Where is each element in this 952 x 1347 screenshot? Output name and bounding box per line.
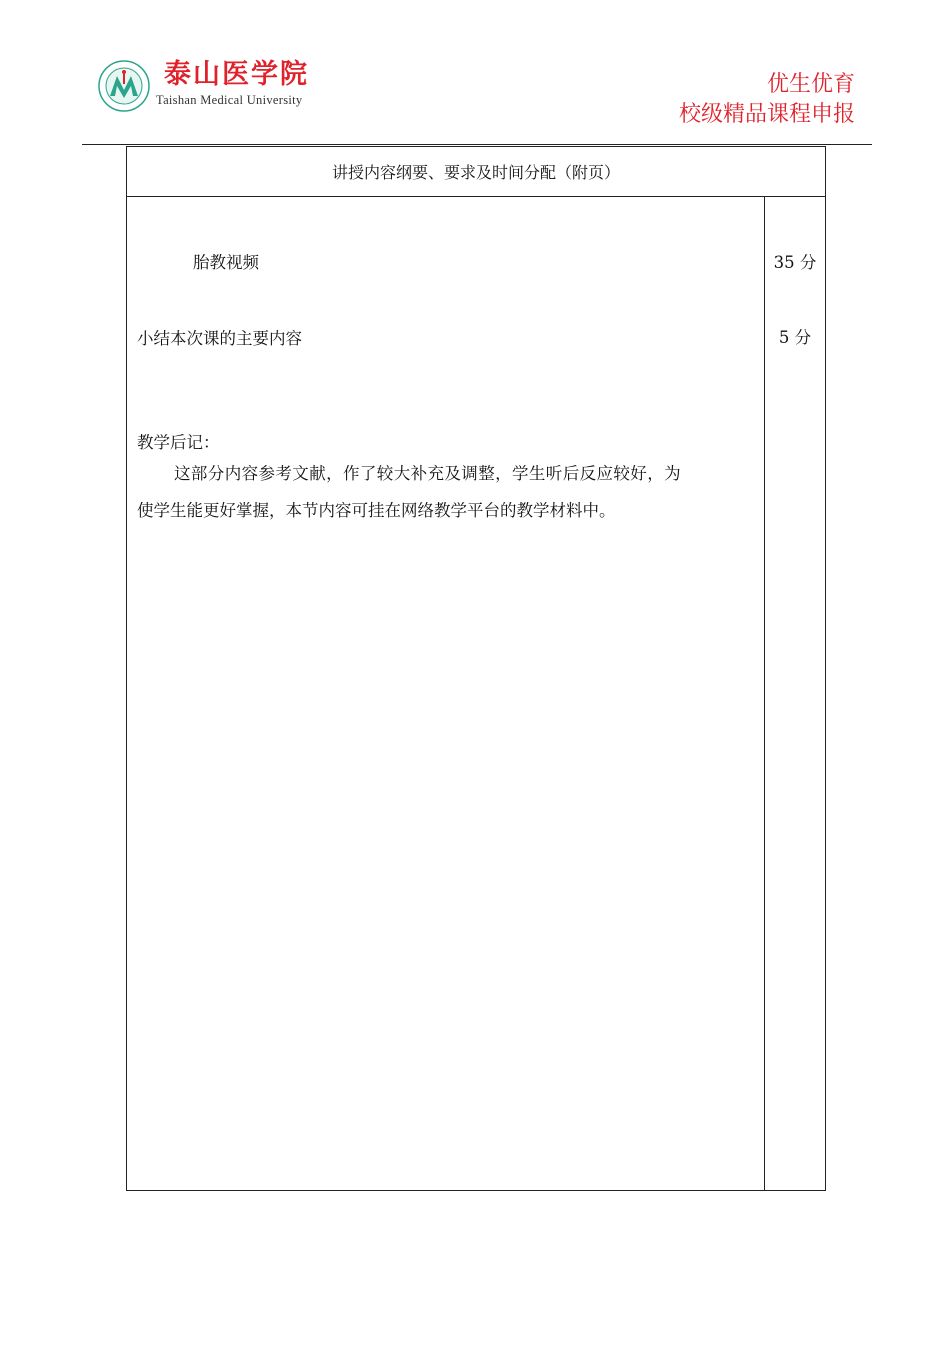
application-title: 校级精品课程申报 bbox=[678, 102, 855, 127]
content-column bbox=[137, 197, 757, 1187]
row-time-5: 5 分 bbox=[778, 328, 812, 347]
row-content-summary: 小结本次课的主要内容 bbox=[137, 329, 302, 348]
postscript-label: 教学后记： bbox=[137, 433, 220, 452]
postscript-text-line-2: 使学生能更好掌握，本节内容可挂在网络教学平台的教学材料中。 bbox=[137, 501, 616, 520]
course-title-block bbox=[679, 70, 855, 130]
university-name-english: Taishan Medical University bbox=[156, 93, 303, 107]
table-title: 讲授内容纲要、要求及时间分配（附页） bbox=[127, 147, 825, 197]
lecture-outline-table bbox=[126, 146, 826, 1191]
course-name: 优生优育 bbox=[766, 72, 855, 97]
page-header bbox=[0, 0, 952, 146]
row-content-fetal-education-video: 胎教视频 bbox=[193, 253, 259, 272]
university-emblem-icon bbox=[98, 60, 150, 112]
time-column bbox=[765, 197, 825, 1187]
postscript-text-line-1: 这部分内容参考文献，作了较大补充及调整，学生听后反应较好，为 bbox=[174, 464, 681, 483]
university-name-chinese: 泰山医学院 bbox=[164, 59, 309, 90]
row-time-35: 35 分 bbox=[773, 253, 817, 272]
header-divider bbox=[82, 144, 872, 145]
